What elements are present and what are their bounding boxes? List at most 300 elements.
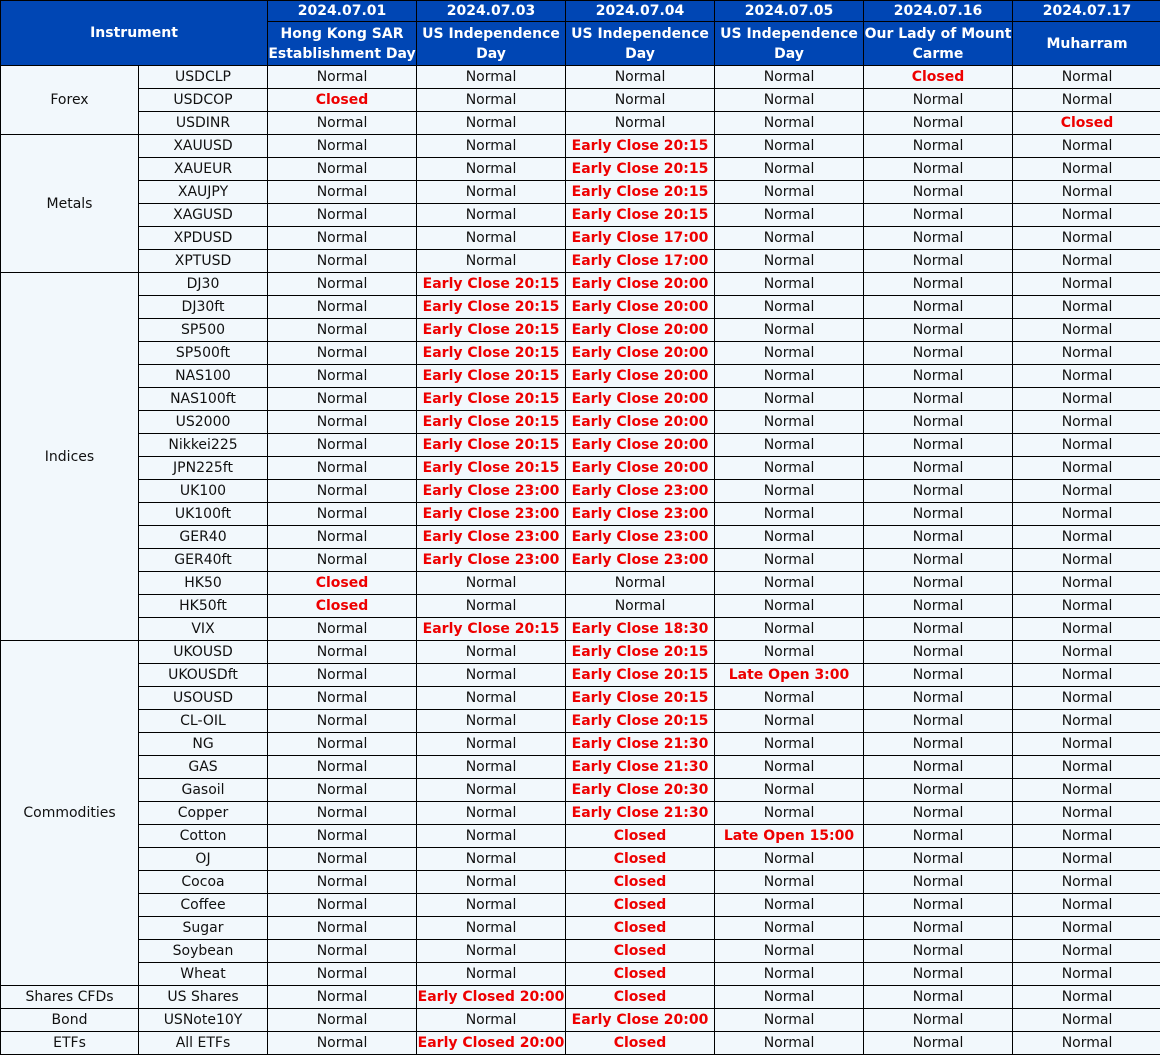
status-cell: Normal bbox=[1013, 66, 1160, 89]
status-cell: Normal bbox=[864, 388, 1013, 411]
status-cell-special: Closed bbox=[268, 595, 417, 618]
table-row bbox=[1, 89, 1160, 112]
status-cell: Normal bbox=[1013, 457, 1160, 480]
status-cell: Normal bbox=[268, 871, 417, 894]
status-cell: Normal bbox=[864, 940, 1013, 963]
status-cell-special: Closed bbox=[566, 894, 715, 917]
status-cell: Normal bbox=[715, 986, 864, 1009]
status-cell: Normal bbox=[715, 1032, 864, 1055]
status-cell: Normal bbox=[268, 342, 417, 365]
status-cell: Normal bbox=[1013, 871, 1160, 894]
status-cell: Normal bbox=[715, 112, 864, 135]
date-header: 2024.07.01 bbox=[268, 1, 417, 22]
status-cell-special: Early Close 20:00 bbox=[566, 296, 715, 319]
table-row bbox=[1, 802, 1160, 825]
status-cell: Normal bbox=[715, 526, 864, 549]
status-cell-special: Early Close 20:15 bbox=[417, 273, 566, 296]
table-body bbox=[1, 66, 1160, 1055]
status-cell: Normal bbox=[715, 779, 864, 802]
category-cell: Shares CFDs bbox=[1, 986, 139, 1009]
status-cell: Normal bbox=[864, 572, 1013, 595]
status-cell-special: Early Close 20:15 bbox=[417, 457, 566, 480]
table-row bbox=[1, 503, 1160, 526]
status-cell: Normal bbox=[1013, 296, 1160, 319]
status-cell-special: Early Close 20:30 bbox=[566, 779, 715, 802]
status-cell: Normal bbox=[417, 894, 566, 917]
status-cell: Normal bbox=[715, 273, 864, 296]
status-cell: Normal bbox=[1013, 687, 1160, 710]
status-cell: Normal bbox=[566, 66, 715, 89]
status-cell: Normal bbox=[417, 710, 566, 733]
status-cell-special: Early Close 21:30 bbox=[566, 733, 715, 756]
header-date-row bbox=[1, 1, 1160, 22]
status-cell: Normal bbox=[268, 756, 417, 779]
status-cell: Normal bbox=[417, 227, 566, 250]
status-cell: Normal bbox=[1013, 319, 1160, 342]
status-cell: Normal bbox=[715, 204, 864, 227]
status-cell: Normal bbox=[864, 135, 1013, 158]
instrument-cell: NAS100ft bbox=[139, 388, 268, 411]
table-row bbox=[1, 687, 1160, 710]
status-cell: Normal bbox=[1013, 89, 1160, 112]
table-row bbox=[1, 1009, 1160, 1032]
status-cell-special: Early Close 20:15 bbox=[417, 388, 566, 411]
category-cell: ETFs bbox=[1, 1032, 139, 1055]
status-cell: Normal bbox=[1013, 342, 1160, 365]
status-cell-special: Late Open 15:00 bbox=[715, 825, 864, 848]
status-cell: Normal bbox=[417, 181, 566, 204]
table-row bbox=[1, 319, 1160, 342]
status-cell: Normal bbox=[268, 204, 417, 227]
status-cell: Normal bbox=[566, 572, 715, 595]
table-row bbox=[1, 618, 1160, 641]
status-cell: Normal bbox=[417, 595, 566, 618]
status-cell-special: Early Close 20:00 bbox=[566, 365, 715, 388]
instrument-cell: HK50ft bbox=[139, 595, 268, 618]
status-cell: Normal bbox=[715, 549, 864, 572]
status-cell: Normal bbox=[417, 158, 566, 181]
status-cell: Normal bbox=[417, 871, 566, 894]
status-cell: Normal bbox=[1013, 411, 1160, 434]
table-row bbox=[1, 204, 1160, 227]
status-cell: Normal bbox=[715, 1009, 864, 1032]
status-cell: Normal bbox=[417, 756, 566, 779]
status-cell-special: Closed bbox=[566, 986, 715, 1009]
instrument-cell: XAUEUR bbox=[139, 158, 268, 181]
status-cell: Normal bbox=[864, 963, 1013, 986]
status-cell: Normal bbox=[864, 595, 1013, 618]
instrument-cell: XPTUSD bbox=[139, 250, 268, 273]
status-cell-special: Early Close 20:15 bbox=[566, 181, 715, 204]
status-cell: Normal bbox=[417, 250, 566, 273]
table-row bbox=[1, 273, 1160, 296]
status-cell-special: Closed bbox=[566, 1032, 715, 1055]
category-cell: Commodities bbox=[1, 641, 139, 986]
status-cell: Normal bbox=[864, 480, 1013, 503]
status-cell-special: Early Close 23:00 bbox=[566, 526, 715, 549]
status-cell: Normal bbox=[268, 779, 417, 802]
status-cell: Normal bbox=[864, 779, 1013, 802]
instrument-cell: Nikkei225 bbox=[139, 434, 268, 457]
status-cell-special: Closed bbox=[566, 963, 715, 986]
table-row bbox=[1, 756, 1160, 779]
status-cell: Normal bbox=[268, 664, 417, 687]
instrument-cell: UK100ft bbox=[139, 503, 268, 526]
table-row bbox=[1, 66, 1160, 89]
status-cell: Normal bbox=[715, 250, 864, 273]
status-cell: Normal bbox=[864, 296, 1013, 319]
instrument-cell: US2000 bbox=[139, 411, 268, 434]
status-cell: Normal bbox=[1013, 181, 1160, 204]
table-row bbox=[1, 549, 1160, 572]
status-cell-special: Early Close 17:00 bbox=[566, 227, 715, 250]
status-cell: Normal bbox=[268, 319, 417, 342]
status-cell: Normal bbox=[417, 963, 566, 986]
status-cell: Normal bbox=[864, 687, 1013, 710]
status-cell: Normal bbox=[715, 618, 864, 641]
status-cell-special: Early Close 17:00 bbox=[566, 250, 715, 273]
instrument-cell: XAGUSD bbox=[139, 204, 268, 227]
status-cell-special: Early Close 20:15 bbox=[566, 641, 715, 664]
status-cell-special: Late Open 3:00 bbox=[715, 664, 864, 687]
instrument-cell: Cotton bbox=[139, 825, 268, 848]
status-cell: Normal bbox=[417, 848, 566, 871]
status-cell-special: Early Close 23:00 bbox=[566, 503, 715, 526]
status-cell: Normal bbox=[864, 710, 1013, 733]
status-cell: Normal bbox=[864, 825, 1013, 848]
date-header: 2024.07.17 bbox=[1013, 1, 1160, 22]
holiday-header: Hong Kong SAR Establishment Day bbox=[268, 22, 417, 66]
status-cell: Normal bbox=[864, 756, 1013, 779]
status-cell: Normal bbox=[864, 227, 1013, 250]
status-cell: Normal bbox=[715, 848, 864, 871]
status-cell: Normal bbox=[864, 894, 1013, 917]
status-cell: Normal bbox=[417, 641, 566, 664]
status-cell: Normal bbox=[1013, 710, 1160, 733]
status-cell-special: Early Close 20:00 bbox=[566, 1009, 715, 1032]
status-cell: Normal bbox=[566, 89, 715, 112]
status-cell: Normal bbox=[268, 365, 417, 388]
status-cell: Normal bbox=[864, 342, 1013, 365]
status-cell: Normal bbox=[268, 1032, 417, 1055]
instrument-cell: DJ30 bbox=[139, 273, 268, 296]
instrument-cell: GER40 bbox=[139, 526, 268, 549]
status-cell-special: Early Close 20:15 bbox=[417, 296, 566, 319]
status-cell: Normal bbox=[1013, 503, 1160, 526]
status-cell: Normal bbox=[715, 365, 864, 388]
table-row bbox=[1, 365, 1160, 388]
status-cell: Normal bbox=[864, 664, 1013, 687]
status-cell: Normal bbox=[715, 963, 864, 986]
status-cell-special: Early Close 20:15 bbox=[566, 687, 715, 710]
date-header: 2024.07.16 bbox=[864, 1, 1013, 22]
status-cell-special: Early Close 20:15 bbox=[566, 664, 715, 687]
status-cell: Normal bbox=[864, 365, 1013, 388]
status-cell-special: Early Close 20:00 bbox=[566, 319, 715, 342]
status-cell: Normal bbox=[715, 595, 864, 618]
status-cell-special: Early Close 20:15 bbox=[417, 319, 566, 342]
status-cell: Normal bbox=[268, 986, 417, 1009]
status-cell: Normal bbox=[715, 319, 864, 342]
table-row bbox=[1, 664, 1160, 687]
status-cell: Normal bbox=[864, 89, 1013, 112]
table-row bbox=[1, 434, 1160, 457]
status-cell: Normal bbox=[715, 940, 864, 963]
status-cell-special: Closed bbox=[566, 871, 715, 894]
instrument-header: Instrument bbox=[1, 1, 268, 66]
date-header: 2024.07.05 bbox=[715, 1, 864, 22]
status-cell: Normal bbox=[864, 204, 1013, 227]
status-cell: Normal bbox=[268, 1009, 417, 1032]
status-cell: Normal bbox=[864, 319, 1013, 342]
status-cell: Normal bbox=[1013, 986, 1160, 1009]
table-row bbox=[1, 710, 1160, 733]
category-cell: Forex bbox=[1, 66, 139, 135]
status-cell: Normal bbox=[864, 917, 1013, 940]
status-cell: Normal bbox=[1013, 756, 1160, 779]
status-cell-special: Early Closed 20:00 bbox=[417, 986, 566, 1009]
status-cell: Normal bbox=[417, 572, 566, 595]
status-cell: Normal bbox=[268, 618, 417, 641]
table-row bbox=[1, 733, 1160, 756]
instrument-cell: SP500ft bbox=[139, 342, 268, 365]
status-cell: Normal bbox=[1013, 917, 1160, 940]
status-cell: Normal bbox=[268, 894, 417, 917]
status-cell: Normal bbox=[1013, 273, 1160, 296]
status-cell: Normal bbox=[417, 664, 566, 687]
status-cell: Normal bbox=[1013, 158, 1160, 181]
status-cell-special: Early Close 20:00 bbox=[566, 457, 715, 480]
holiday-header: US Independence Day bbox=[715, 22, 864, 66]
status-cell: Normal bbox=[268, 733, 417, 756]
status-cell: Normal bbox=[268, 549, 417, 572]
status-cell-special: Early Close 20:00 bbox=[566, 388, 715, 411]
status-cell-special: Early Close 23:00 bbox=[417, 503, 566, 526]
status-cell: Normal bbox=[715, 66, 864, 89]
status-cell: Normal bbox=[864, 112, 1013, 135]
table-row bbox=[1, 641, 1160, 664]
instrument-cell: JPN225ft bbox=[139, 457, 268, 480]
status-cell: Normal bbox=[715, 802, 864, 825]
status-cell-special: Closed bbox=[268, 572, 417, 595]
status-cell-special: Early Close 20:00 bbox=[566, 273, 715, 296]
table-row bbox=[1, 181, 1160, 204]
table-row bbox=[1, 825, 1160, 848]
status-cell-special: Early Close 23:00 bbox=[417, 526, 566, 549]
status-cell: Normal bbox=[864, 158, 1013, 181]
instrument-cell: HK50 bbox=[139, 572, 268, 595]
status-cell: Normal bbox=[1013, 779, 1160, 802]
instrument-cell: All ETFs bbox=[139, 1032, 268, 1055]
status-cell: Normal bbox=[268, 687, 417, 710]
status-cell: Normal bbox=[715, 457, 864, 480]
status-cell: Normal bbox=[417, 802, 566, 825]
status-cell-special: Early Close 20:00 bbox=[566, 342, 715, 365]
category-cell: Metals bbox=[1, 135, 139, 273]
status-cell: Normal bbox=[417, 687, 566, 710]
status-cell: Normal bbox=[417, 89, 566, 112]
status-cell: Normal bbox=[864, 848, 1013, 871]
status-cell-special: Early Close 20:15 bbox=[566, 158, 715, 181]
instrument-cell: Gasoil bbox=[139, 779, 268, 802]
instrument-cell: NG bbox=[139, 733, 268, 756]
status-cell: Normal bbox=[1013, 388, 1160, 411]
table-row bbox=[1, 871, 1160, 894]
status-cell: Normal bbox=[268, 526, 417, 549]
table-header bbox=[1, 1, 1160, 66]
status-cell-special: Early Close 20:00 bbox=[566, 411, 715, 434]
holiday-header: US Independence Day bbox=[566, 22, 715, 66]
instrument-cell: DJ30ft bbox=[139, 296, 268, 319]
date-header: 2024.07.03 bbox=[417, 1, 566, 22]
table-row bbox=[1, 986, 1160, 1009]
status-cell: Normal bbox=[1013, 1009, 1160, 1032]
status-cell: Normal bbox=[864, 1032, 1013, 1055]
instrument-cell: SP500 bbox=[139, 319, 268, 342]
status-cell: Normal bbox=[715, 181, 864, 204]
table-row bbox=[1, 572, 1160, 595]
status-cell: Normal bbox=[715, 158, 864, 181]
status-cell: Normal bbox=[864, 802, 1013, 825]
status-cell-special: Early Close 23:00 bbox=[417, 480, 566, 503]
status-cell-special: Early Close 23:00 bbox=[566, 480, 715, 503]
status-cell-special: Early Close 20:15 bbox=[417, 365, 566, 388]
status-cell-special: Closed bbox=[566, 848, 715, 871]
holiday-header: Muharram bbox=[1013, 22, 1160, 66]
status-cell: Normal bbox=[864, 503, 1013, 526]
status-cell: Normal bbox=[1013, 227, 1160, 250]
status-cell: Normal bbox=[864, 733, 1013, 756]
instrument-cell: USDCLP bbox=[139, 66, 268, 89]
status-cell: Normal bbox=[864, 181, 1013, 204]
instrument-cell: XAUJPY bbox=[139, 181, 268, 204]
status-cell: Normal bbox=[715, 296, 864, 319]
status-cell: Normal bbox=[715, 411, 864, 434]
status-cell: Normal bbox=[715, 572, 864, 595]
status-cell: Normal bbox=[715, 89, 864, 112]
status-cell: Normal bbox=[268, 480, 417, 503]
status-cell: Normal bbox=[1013, 940, 1160, 963]
table-row bbox=[1, 963, 1160, 986]
status-cell-special: Closed bbox=[1013, 112, 1160, 135]
status-cell-special: Early Close 20:15 bbox=[417, 434, 566, 457]
instrument-cell: Wheat bbox=[139, 963, 268, 986]
status-cell-special: Early Close 23:00 bbox=[566, 549, 715, 572]
status-cell-special: Closed bbox=[864, 66, 1013, 89]
table-row bbox=[1, 894, 1160, 917]
table-row bbox=[1, 480, 1160, 503]
table-row bbox=[1, 526, 1160, 549]
status-cell: Normal bbox=[1013, 963, 1160, 986]
table-row bbox=[1, 388, 1160, 411]
status-cell-special: Early Close 20:15 bbox=[417, 342, 566, 365]
status-cell: Normal bbox=[268, 917, 417, 940]
status-cell: Normal bbox=[1013, 825, 1160, 848]
table-row bbox=[1, 158, 1160, 181]
status-cell: Normal bbox=[1013, 526, 1160, 549]
status-cell-special: Closed bbox=[268, 89, 417, 112]
status-cell: Normal bbox=[417, 779, 566, 802]
table-row bbox=[1, 342, 1160, 365]
table-row bbox=[1, 250, 1160, 273]
status-cell: Normal bbox=[715, 733, 864, 756]
status-cell-special: Early Close 18:30 bbox=[566, 618, 715, 641]
status-cell: Normal bbox=[864, 434, 1013, 457]
status-cell: Normal bbox=[864, 273, 1013, 296]
instrument-cell: GAS bbox=[139, 756, 268, 779]
instrument-cell: US Shares bbox=[139, 986, 268, 1009]
status-cell: Normal bbox=[417, 1009, 566, 1032]
status-cell: Normal bbox=[1013, 1032, 1160, 1055]
status-cell: Normal bbox=[268, 296, 417, 319]
status-cell: Normal bbox=[864, 250, 1013, 273]
status-cell-special: Early Close 20:15 bbox=[566, 204, 715, 227]
status-cell: Normal bbox=[268, 802, 417, 825]
status-cell-special: Early Close 20:15 bbox=[417, 618, 566, 641]
status-cell: Normal bbox=[268, 273, 417, 296]
instrument-cell: USOUSD bbox=[139, 687, 268, 710]
status-cell: Normal bbox=[268, 181, 417, 204]
status-cell-special: Early Closed 20:00 bbox=[417, 1032, 566, 1055]
status-cell-special: Early Close 20:15 bbox=[417, 411, 566, 434]
instrument-cell: GER40ft bbox=[139, 549, 268, 572]
status-cell: Normal bbox=[715, 917, 864, 940]
category-cell: Bond bbox=[1, 1009, 139, 1032]
instrument-cell: USNote10Y bbox=[139, 1009, 268, 1032]
status-cell: Normal bbox=[1013, 664, 1160, 687]
status-cell: Normal bbox=[268, 963, 417, 986]
status-cell: Normal bbox=[1013, 434, 1160, 457]
status-cell: Normal bbox=[864, 457, 1013, 480]
table-row bbox=[1, 227, 1160, 250]
table-row bbox=[1, 917, 1160, 940]
instrument-cell: XAUUSD bbox=[139, 135, 268, 158]
instrument-cell: USDCOP bbox=[139, 89, 268, 112]
instrument-cell: OJ bbox=[139, 848, 268, 871]
status-cell: Normal bbox=[715, 710, 864, 733]
table-row bbox=[1, 779, 1160, 802]
status-cell: Normal bbox=[1013, 135, 1160, 158]
status-cell: Normal bbox=[417, 940, 566, 963]
table-row bbox=[1, 411, 1160, 434]
instrument-cell: Copper bbox=[139, 802, 268, 825]
status-cell: Normal bbox=[864, 641, 1013, 664]
status-cell: Normal bbox=[1013, 618, 1160, 641]
status-cell: Normal bbox=[715, 227, 864, 250]
status-cell: Normal bbox=[715, 756, 864, 779]
status-cell: Normal bbox=[1013, 733, 1160, 756]
table-row bbox=[1, 112, 1160, 135]
status-cell-special: Early Close 23:00 bbox=[417, 549, 566, 572]
status-cell: Normal bbox=[268, 940, 417, 963]
status-cell: Normal bbox=[1013, 250, 1160, 273]
status-cell: Normal bbox=[864, 986, 1013, 1009]
status-cell: Normal bbox=[715, 480, 864, 503]
status-cell: Normal bbox=[715, 894, 864, 917]
instrument-cell: UKOUSDft bbox=[139, 664, 268, 687]
status-cell: Normal bbox=[1013, 572, 1160, 595]
status-cell: Normal bbox=[268, 388, 417, 411]
status-cell: Normal bbox=[268, 227, 417, 250]
status-cell: Normal bbox=[1013, 365, 1160, 388]
table-row bbox=[1, 848, 1160, 871]
instrument-cell: Coffee bbox=[139, 894, 268, 917]
table-row bbox=[1, 135, 1160, 158]
status-cell: Normal bbox=[864, 1009, 1013, 1032]
status-cell: Normal bbox=[1013, 894, 1160, 917]
status-cell: Normal bbox=[715, 871, 864, 894]
instrument-cell: Sugar bbox=[139, 917, 268, 940]
